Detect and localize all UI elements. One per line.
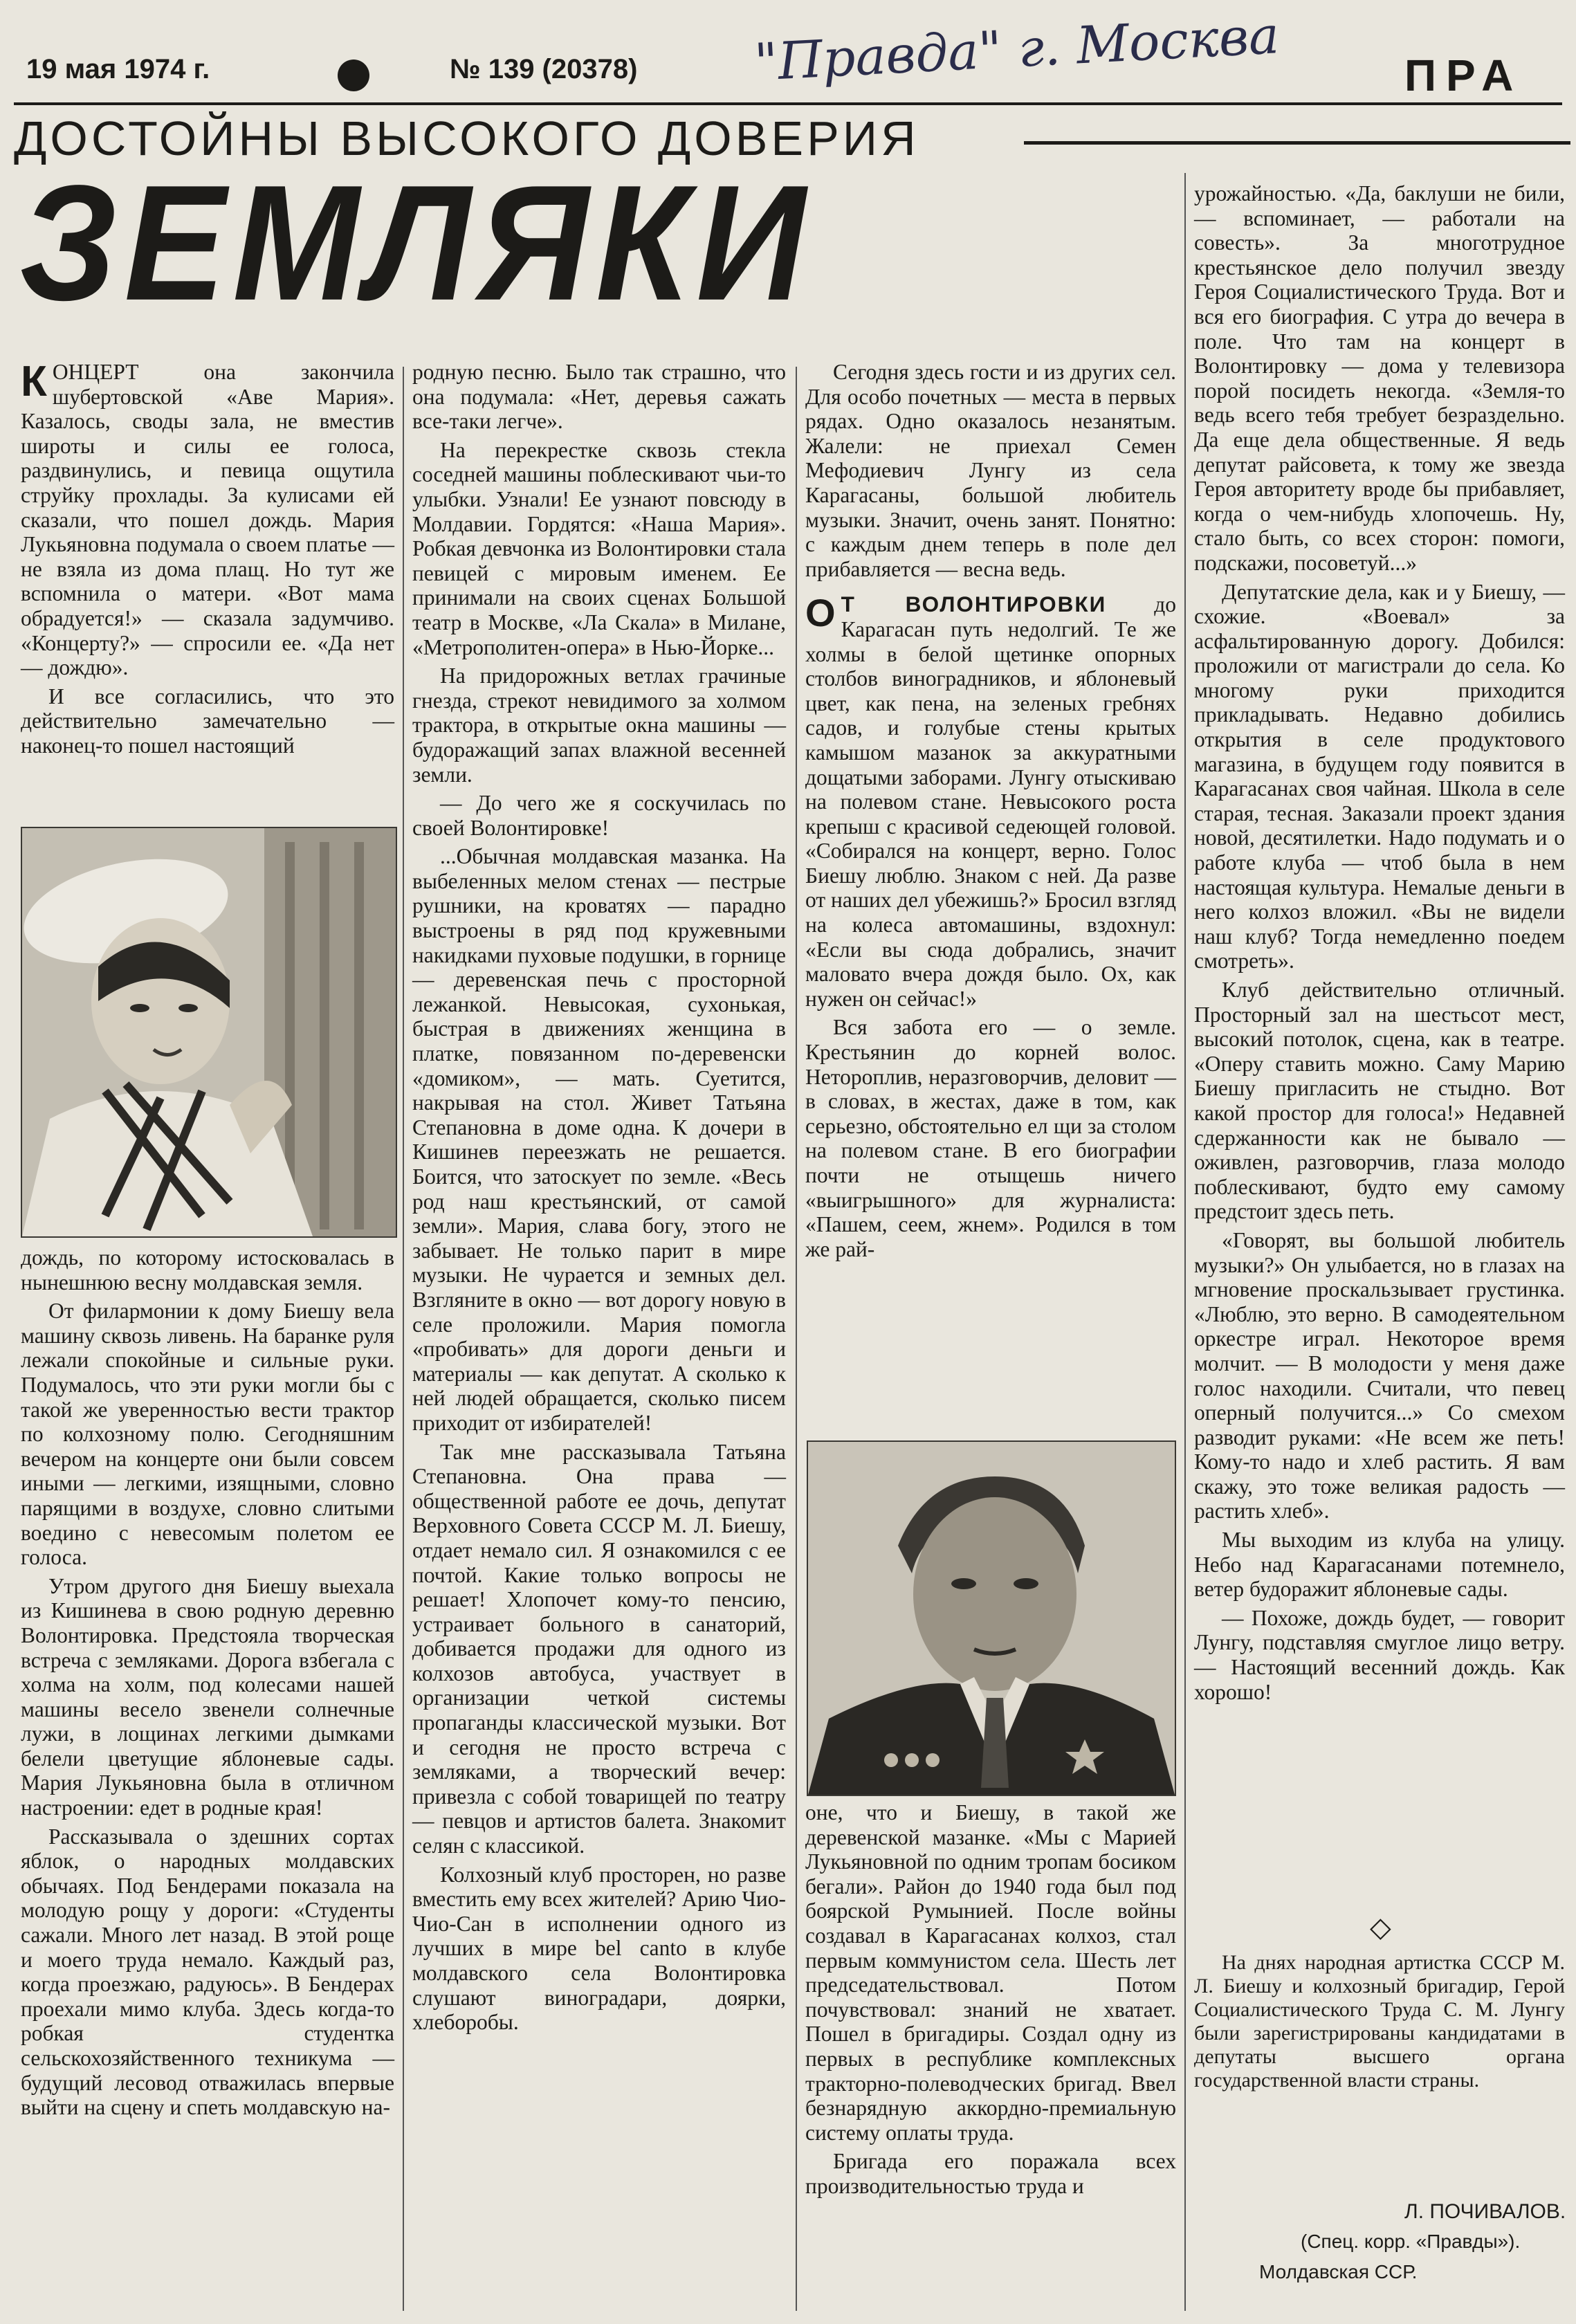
paragraph: родную песню. Было так страшно, что она подумала: «Нет, деревья сажать все-таки легче». (412, 360, 786, 434)
headline: ЗЕМЛЯКИ (19, 150, 813, 335)
dropcap: О (805, 591, 836, 635)
column-divider (1184, 173, 1186, 2311)
paragraph: Мы выходим из клуба на улицу. Небо над Карагасанами потемнело, ветер будоражит яблоневые сады. (1194, 1528, 1565, 1602)
paragraph: И все согласились, что это действительно замечательно — наконец-то пошел настоящий (21, 684, 394, 758)
paragraph: Депутатские дела, как и у Биешу, — схожие. «Воевал» за асфальтированную дорогу. Добился: проложили от магистрали до села. Ко многому руки приходится прикладывать. Недавно добились открытия в селе продуктового магазина, в будущем году появится в Карагасанах своя чайная. Школа в селе старая, тесная. Заказали проект здания новой, десятилетки. Надо подумать и о работе клуба — чтоб была в нем настоящая культура. Немалые деньги в него колхоз вложил. «Вы не видели наш клуб? Тогда немедленно поедем смотреть». (1194, 579, 1565, 973)
column-divider (403, 367, 404, 2311)
handwritten-note: "Правда" г. Москва (753, 6, 1281, 93)
portrait-illustration (22, 828, 396, 1236)
paragraph: На перекрестке сквозь стекла соседней машины поблескивают чьи-то улыбки. Узнали! Ее узнают повсюду в Молдавии. Гордятся: «Наша Мария». Робкая девчонка из Волонтировки стала певицей с мировым именем. Ее принимали на своих сценах Большой театр в Москве, «Ла Скала» в Милане, «Метрополитен-опера» в Нью-Йорке... (412, 437, 786, 659)
paragraph: Бригада его поражала всех производительностью труда и (805, 2149, 1176, 2198)
section-subhead: Т ВОЛОНТИРОВКИ (841, 592, 1107, 617)
paragraph: Колхозный клуб просторен, но разве вместить ему всех жителей? Арию Чио-Чио-Сан в исполнении одного из лучших в мире bel canto в клубе молдавского села Волонтировка слушают виноградари, доярки, хлеборобы. (412, 1862, 786, 2035)
article-column-3-top (805, 360, 1176, 1265)
paragraph: урожайностью. «Да, баклуши не били, — вспоминает, — работали на совесть». За многотрудное крестьянское дело получил звезду Героя Социалистического Труда. Вот и вся его биография. С утра до вечера в поле. Что там на концерт в Волонтировку — дома у телевизора порой посидеть некогда. «Земля-то ведь всего тебя требует безраздельно. Да еще дела общественные. Я ведь депутат райсовета, к тому же звезда Героя авторитету вроде бы прибавляет, когда о чем-нибудь хлопочешь. Ну, стало быть, со всех сторон: помоги, подскажи, посоветуй...» (1194, 181, 1565, 575)
rubric-rule (1024, 141, 1570, 145)
photo-brigadier-portrait (807, 1440, 1176, 1796)
article-column-3-bottom (805, 1800, 1176, 2203)
paragraph: ...Обычная молдавская мазанка. На выбеленных мелом стенах — пестрые рушники, на кроватях — парадно выстроены в ряд под кружевными накидками пуховые подушки, в горнице — деревенская печь с просторной лежанкой. Невысокая, сухонькая, быстрая в движениях женщина в платке, повязанном по-деревенски «домиком», — мать. Суетится, накрывая на стол. Живет Татьяна Степановна в доме одна. К дочери в Кишинев переезжать не решается. Боится, что затоскует по земле. «Весь род наш крестьянский, от самой земли». Мария, слава богу, этого не забывает. Не только парит в мире музыки. Не чурается и земных дел. Взгляните в окно — вот дорогу новую в селе проложили. Мария помогла «пробивать» для дороги деньги и материалы — как депутат. А сколько к ней людей обращается, сколько писем приходит от избирателей! (412, 844, 786, 1435)
author-signature: Л. ПОЧИВАЛОВ. (1404, 2200, 1566, 2223)
paragraph: Рассказывала о здешних сортах яблок, о народных молдавских обычаях. Под Бендерами показала на молодую рощу у дороги: «Студенты сажали. Много лет назад. В этой роще и моего труда немало. Каждый раз, когда проезжаю, радуюсь». В Бендерах проехали мимо клуба. Здесь когда-то робкая студентка сельскохозяйственного техникума — будущий лесовод отважилась впервые выйти на сцену и спеть молдавскую на- (21, 1824, 394, 2120)
paragraph: Утром другого дня Биешу выехала из Кишинева в свою родную деревню Волонтировка. Предстояла творческая встреча с земляками. Дорога взбегала с холма на холм, под колесами нашей машины весело звенели солнечные лужи, в лощинах легкими дымками белели цветущие яблоневые сады. Мария Лукьяновна была в отличном настроении: едет в родные края! (21, 1573, 394, 1820)
dropcap: К (21, 358, 47, 405)
paragraph: дождь, по которому истосковалась в нынешнюю весну молдавская земля. (21, 1245, 394, 1294)
paragraph: На днях народная артистка СССР М. Л. Биешу и колхозный бригадир, Герой Социалистического Труда С. М. Лунгу были зарегистрированы кандидатами в депутаты высшего органа государственной власти страны. (1194, 1951, 1565, 2092)
portrait-illustration (808, 1442, 1175, 1795)
issue-date: 19 мая 1974 г. (26, 54, 210, 84)
paragraph: «Говорят, вы большой любитель музыки?» Он улыбается, но в глазах на мгновение проскальзывает грустинка. «Люблю, это верно. В самодеятельном оркестре играл. Некоторое время молчит. — В молодости у меня даже голос находили. Считали, что певец оперный получится...» Со смехом разводит руками: «Не всем же петь! Кому-то надо и хлеб растить. Я вам скажу, это тоже великая радость — растить хлеб». (1194, 1227, 1565, 1524)
column-divider (796, 367, 797, 2311)
article-column-1-top (21, 360, 394, 762)
photo-singer-portrait (21, 827, 397, 1238)
dateline-place: Молдавская ССР. (1259, 2261, 1418, 2282)
masthead: ПРА (1404, 51, 1523, 100)
paragraph: Так мне рассказывала Татьяна Степановна. Она права — общественной работе ее дочь, депутат Верховного Совета СССР М. Л. Биешу, отдает немало сил. Я ознакомился с ее почтой. Какие только вопросы не решает! Хлопочет кому-то пенсию, устраивает больного в санаторий, добивается продажи для одного из колхозов автобуса, участвует в организации четкой системы пропаганды классической музыки. Вот и сегодня не просто встреча с земляками, а творческий вечер: привезла с собой товарищей по театру — певцов и артистов балета. Знакомит селян с классикой. (412, 1439, 786, 1858)
paragraph: На придорожных ветлах грачиные гнезда, стрекот невидимого за холмом трактора, в открытые окна машины — будоражащий запах влажной весенней земли. (412, 664, 786, 787)
article-column-2 (412, 360, 786, 2039)
rubric: ДОСТОЙНЫ ВЫСОКОГО ДОВЕРИЯ (14, 111, 919, 165)
paragraph: оне, что и Биешу, в такой же деревенской мазанке. «Мы с Марией Лукьяновной по одним тропам босиком бегали». Район до 1940 года был под боярской Румынией. После войны создавал в Карагасанах колхоз, стал первым коммунистом села. Шесть лет председательствовал. Потом почувствовал: знаний не хватает. Пошел в бригадиры. Создал одну из первых в республике комплексных тракторно-полеводческих бригад. Ввел безнарядную аккордно-премиальную систему оплаты труда. (805, 1800, 1176, 2145)
paragraph: О Т ВОЛОНТИРОВКИ до Карагасан путь недолгий. Те же холмы в белой щетинке опорных столбов виноградников, и яблоневый цвет, как пена, на зеленых гребнях садов, и голубые стены крытых камышом мазанок за аккуратными дощатыми заборами. Лунгу отыскиваю на полевом стане. Невысокого роста крепыш с красивой седеющей головой. «Собирался на концерт, верно. Голос Биешу люблю. Знаком с ней. Да разве от наших дел убежишь?» Бросил взгляд на колеса автомашины, вздохнул: «Если вы сюда добрались, значит маловато вчера дождя было. Ох, как нужен он сейчас!» (805, 591, 1176, 1011)
author-role: (Спец. корр. «Правды»). (1301, 2231, 1521, 2252)
paragraph: — До чего же я соскучилась по своей Волонтировке! (412, 791, 786, 840)
paragraph: КОНЦЕРТ она закончила шубертовской «Аве Мария». Казалось, своды зала, не вместив широты и силы ее голоса, раздвинулись, и певица ощутила струйку прохлады. За кулисами ей сказали, что пошел дождь. Мария Лукьяновна подумала о своем платье — не взяла из дома плащ. Но тут же вспомнила о матери. «Вот мама обрадуется!» — сказала задумчиво. «Концерту?» — спросили ее. «Да нет — дождю». (21, 358, 394, 680)
ornament-diamond: ◇ (1370, 1912, 1391, 1943)
article-column-1-bottom (21, 1245, 394, 2124)
bullet-separator (338, 60, 369, 91)
editorial-note (1194, 1951, 1565, 2096)
issue-number: № 139 (20378) (450, 54, 638, 84)
top-rule (14, 102, 1562, 105)
paragraph: Сегодня здесь гости и из других сел. Для особо почетных — места в первых рядах. Одно оказалось незанятым. Жалели: не приехал Семен Мефодиевич Лунгу из села Карагасаны, большой любитель музыки. Значит, очень занят. Понятно: с каждым днем теперь в поле дел прибавляется — весна ведь. (805, 360, 1176, 581)
paragraph: Клуб действительно отличный. Просторный зал на шестьсот мест, высокий потолок, сцена, как в театре. «Оперу ставить можно. Саму Марию Биешу пригласить не стыдно. Вот какой простор для голоса!» Недавней сдержанности как не бывало — оживлен, разговорчив, глаза молодо поблескивают, будто ему самому предстоит здесь петь. (1194, 978, 1565, 1224)
paragraph: От филармонии к дому Биешу вела машину сквозь ливень. На баранке руля лежали спокойные и сильные руки. Подумалось, что эти руки могли бы с такой же уверенностью вести трактор по колхозному полю. Сегодняшним вечером на концерте они были совсем иными — легкими, изящными, словно парящими в воздухе, словно слитыми воедино с невесомым полетом ее голоса. (21, 1299, 394, 1570)
article-column-4 (1194, 181, 1565, 1708)
paragraph: Вся забота его — о земле. Крестьянин до корней волос. Нетороплив, неразговорчив, деловит — в словах, в жестах, даже в том, как серьезно, обстоятельно ел щи за столом на полевом стане. В его биографии почти не отыщешь ничего «выигрышного» для журналиста: «Пашем, сеем, жнем». Родился в том же рай- (805, 1015, 1176, 1261)
paragraph: — Похоже, дождь будет, — говорит Лунгу, подставляя смуглое лицо ветру. — Настоящий весенний дождь. Как хорошо! (1194, 1605, 1565, 1704)
